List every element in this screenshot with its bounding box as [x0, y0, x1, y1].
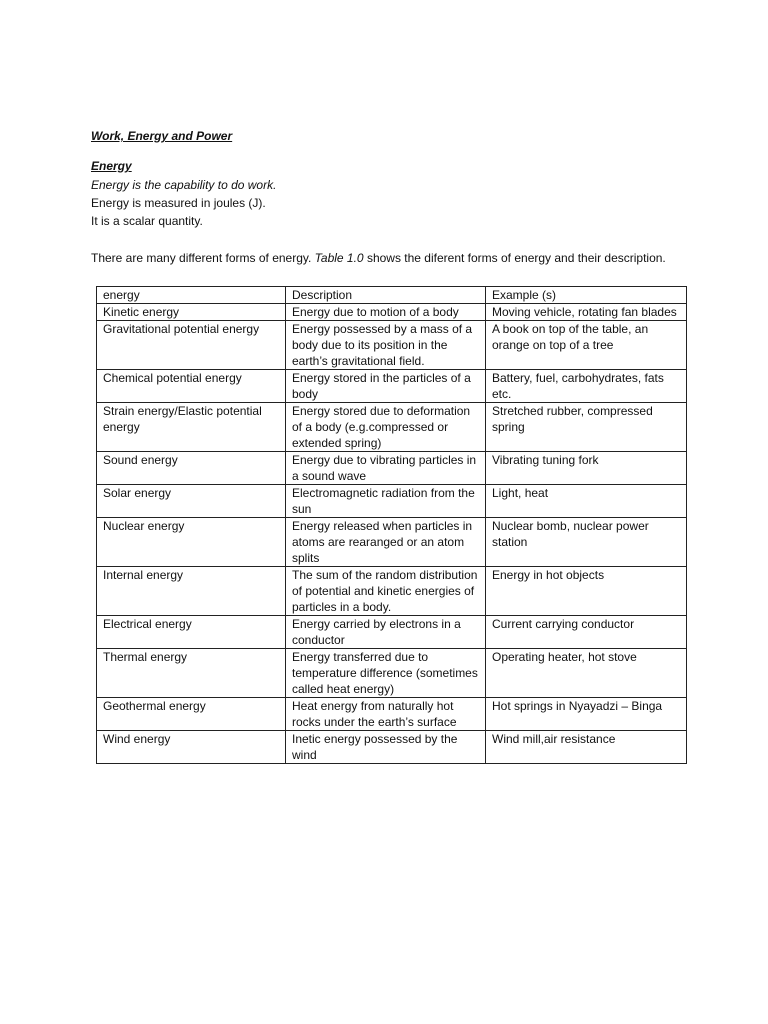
table-row — [97, 304, 687, 321]
table-row — [97, 518, 687, 567]
table-row — [97, 567, 687, 616]
description-cell: Energy possessed by a mass of a body due to its position in the earth’s gravitational field. — [286, 321, 486, 370]
energy-type-cell: Gravitational potential energy — [97, 321, 286, 370]
header-examples: Example (s) — [486, 287, 687, 304]
energy-type-cell: Electrical energy — [97, 616, 286, 649]
description-cell: Inetic energy possessed by the wind — [286, 731, 486, 764]
example-cell: Vibrating tuning fork — [486, 452, 687, 485]
energy-type-cell: Wind energy — [97, 731, 286, 764]
energy-type-cell: Geothermal energy — [97, 698, 286, 731]
energy-type-cell: Strain energy/Elastic potential energy — [97, 403, 286, 452]
description-cell: Electromagnetic radiation from the sun — [286, 485, 486, 518]
example-cell: Moving vehicle, rotating fan blades — [486, 304, 687, 321]
example-cell: Stretched rubber, compressed spring — [486, 403, 687, 452]
example-cell: Battery, fuel, carbohydrates, fats etc. — [486, 370, 687, 403]
table-row — [97, 321, 687, 370]
example-cell: Energy in hot objects — [486, 567, 687, 616]
table-row — [97, 649, 687, 698]
table-row — [97, 370, 687, 403]
table-body — [97, 287, 687, 764]
table-row — [97, 485, 687, 518]
table-reference: Table 1.0 — [314, 251, 364, 265]
example-cell: Nuclear bomb, nuclear power station — [486, 518, 687, 567]
example-cell: Hot springs in Nyayadzi – Binga — [486, 698, 687, 731]
description-cell: Energy stored due to deformation of a body (e.g.compressed or extended spring) — [286, 403, 486, 452]
energy-type-cell: Solar energy — [97, 485, 286, 518]
example-cell: A book on top of the table, an orange on top of a tree — [486, 321, 687, 370]
example-cell: Light, heat — [486, 485, 687, 518]
example-cell: Wind mill,air resistance — [486, 731, 687, 764]
definition-text: Energy is the capability to do work. — [91, 178, 277, 192]
table-row — [97, 731, 687, 764]
table-row — [97, 698, 687, 731]
energy-type-cell: Thermal energy — [97, 649, 286, 698]
example-cell: Operating heater, hot stove — [486, 649, 687, 698]
table-row — [97, 616, 687, 649]
energy-forms-table — [96, 286, 687, 764]
description-cell: Energy stored in the particles of a body — [286, 370, 486, 403]
example-cell: Current carrying conductor — [486, 616, 687, 649]
table-row — [97, 403, 687, 452]
description-cell: Energy transferred due to temperature difference (sometimes called heat energy) — [286, 649, 486, 698]
description-cell: Energy due to vibrating particles in a sound wave — [286, 452, 486, 485]
section-heading: Energy — [91, 159, 132, 173]
energy-type-cell: Nuclear energy — [97, 518, 286, 567]
document-title: Work, Energy and Power — [91, 129, 233, 143]
description-cell: The sum of the random distribution of potential and kinetic energies of particles in a body. — [286, 567, 486, 616]
intro-paragraph — [91, 249, 681, 267]
description-cell: Heat energy from naturally hot rocks under the earth’s surface — [286, 698, 486, 731]
energy-type-cell: Sound energy — [97, 452, 286, 485]
quantity-text: It is a scalar quantity. — [91, 214, 203, 228]
energy-type-cell: Chemical potential energy — [97, 370, 286, 403]
intro-text-end: shows the diferent forms of energy and their description. — [363, 251, 666, 265]
intro-text-start: There are many different forms of energy. — [91, 251, 315, 265]
energy-type-cell: Internal energy — [97, 567, 286, 616]
table-header-row — [97, 287, 687, 304]
unit-text: Energy is measured in joules (J). — [91, 196, 266, 210]
description-cell: Energy due to motion of a body — [286, 304, 486, 321]
description-cell: Energy carried by electrons in a conductor — [286, 616, 486, 649]
description-cell: Energy released when particles in atoms are rearanged or an atom splits — [286, 518, 486, 567]
table-row — [97, 452, 687, 485]
header-description: Description — [286, 287, 486, 304]
header-energy: energy — [97, 287, 286, 304]
energy-type-cell: Kinetic energy — [97, 304, 286, 321]
